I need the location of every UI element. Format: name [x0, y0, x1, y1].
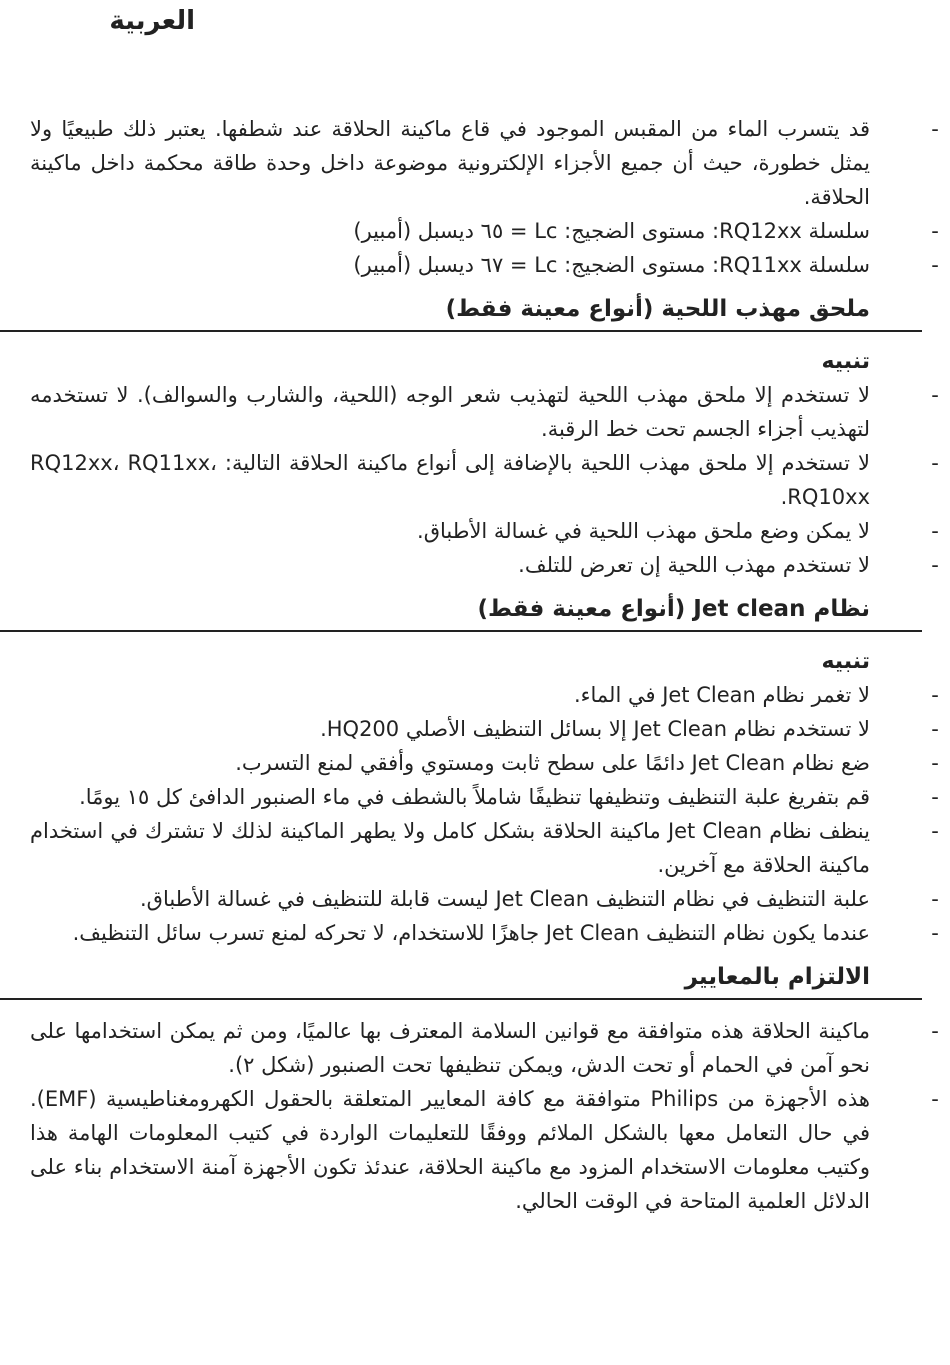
list-item: - لا تستخدم نظام Jet Clean إلا بسائل التنظيف الأصلي HQ200.	[30, 712, 870, 746]
section-heading-jet-clean: نظام Jet clean (أنواع معينة فقط)	[477, 596, 870, 622]
bullet-dash: -	[931, 553, 939, 577]
beard-styler-list	[30, 378, 939, 582]
bullet-dash: -	[931, 451, 939, 475]
list-item: - ضع نظام Jet Clean دائمًا على سطح ثابت ومستوي وأفقي لمنع التسرب.	[30, 746, 870, 780]
list-item: - لا تستخدم إلا ملحق مهذب اللحية بالإضافة إلى أنواع ماكينة الحلاقة التالية: RQ12xx، RQ11xx، RQ10xx.	[30, 446, 870, 514]
list-item: - قد يتسرب الماء من المقبس الموجود في قاع ماكينة الحلاقة عند شطفها. يعتبر ذلك طبيعيًا ولا يمثل خطورة، حيث أن جميع الأجزاء الإلكترونية موضوعة داخل وحدة طاقة محكمة داخل ماكينة الحلاقة.	[30, 112, 870, 214]
list-item: - لا يمكن وضع ملحق مهذب اللحية في غسالة الأطباق.	[30, 514, 870, 548]
list-item: - سلسلة RQ11xx: مستوى الضجيج: Lc = ٦٧ ديسبل (أمبير)	[30, 248, 870, 282]
section-divider	[0, 330, 922, 332]
beard-styler-section	[30, 292, 939, 582]
bullet-dash: -	[931, 921, 939, 945]
caution-label: تنبيه	[821, 349, 870, 374]
list-item: - ينظف نظام Jet Clean ماكينة الحلاقة بشكل كامل ولا يطهر الماكينة لذلك لا تشترك في استخدام ماكينة الحلاقة مع آخرين.	[30, 814, 870, 882]
bullet-dash: -	[931, 819, 939, 843]
bullet-dash: -	[931, 1019, 939, 1043]
section-divider	[0, 998, 922, 1000]
list-item: - لا تستخدم إلا ملحق مهذب اللحية لتهذيب شعر الوجه (اللحية، والشارب والسوالف). لا تستخدمه لتهذيب أجزاء الجسم تحت خط الرقبة.	[30, 378, 870, 446]
bullet-dash: -	[931, 887, 939, 911]
bullet-dash: -	[931, 383, 939, 407]
section-heading-compliance: الالتزام بالمعايير	[684, 964, 870, 990]
bullet-dash: -	[931, 253, 939, 277]
section-heading-beard-styler: ملحق مهذب اللحية (أنواع معينة فقط)	[445, 296, 870, 322]
language-title: العربية	[109, 6, 195, 36]
compliance-section	[30, 960, 939, 1218]
bullet-dash: -	[931, 717, 939, 741]
list-item: - ماكينة الحلاقة هذه متوافقة مع قوانين السلامة المعترف بها عالميًا، ومن ثم يمكن استخدامها على نحو آمن في الحمام أو تحت الدش، ويمكن تنظيفها تحت الصنبور (شكل ٢).	[30, 1014, 870, 1082]
caution-label: تنبيه	[821, 649, 870, 674]
bullet-dash: -	[931, 751, 939, 775]
jet-clean-section	[30, 592, 939, 950]
list-item: - علبة التنظيف في نظام التنظيف Jet Clean ليست قابلة للتنظيف في غسالة الأطباق.	[30, 882, 870, 916]
section-divider	[0, 630, 922, 632]
list-item: - هذه الأجهزة من Philips متوافقة مع كافة المعايير المتعلقة بالحقول الكهرومغناطيسية (EMF). في حال التعامل معها بالشكل الملائم ووفقًا للتعليمات الواردة في كتيب المعلومات الهامة هذا وكتيب معلومات الاستخدام المزود مع ماكينة الحلاقة، عندئذ تكون الأجهزة آمنة الاستخدام بناء على الدلائل العلمية المتاحة في الوقت الحالي.	[30, 1082, 870, 1218]
bullet-dash: -	[931, 117, 939, 141]
list-item: - سلسلة RQ12xx: مستوى الضجيج: Lc = ٦٥ ديسبل (أمبير)	[30, 214, 870, 248]
intro-list	[30, 112, 939, 282]
list-item: - لا تغمر نظام Jet Clean في الماء.	[30, 678, 870, 712]
bullet-dash: -	[931, 785, 939, 809]
list-item: - قم بتفريغ علبة التنظيف وتنظيفها تنظيفًا شاملاً بالشطف في ماء الصنبور الدافئ كل ١٥ يومًا.	[30, 780, 870, 814]
list-item: - عندما يكون نظام التنظيف Jet Clean جاهزًا للاستخدام، لا تحركه لمنع تسرب سائل التنظيف.	[30, 916, 870, 950]
bullet-dash: -	[931, 219, 939, 243]
bullet-dash: -	[931, 1087, 939, 1111]
compliance-list	[30, 1014, 939, 1218]
jet-clean-list	[30, 678, 939, 950]
bullet-dash: -	[931, 683, 939, 707]
document-content	[30, 112, 939, 1218]
list-item: - لا تستخدم مهذب اللحية إن تعرض للتلف.	[30, 548, 870, 582]
bullet-dash: -	[931, 519, 939, 543]
